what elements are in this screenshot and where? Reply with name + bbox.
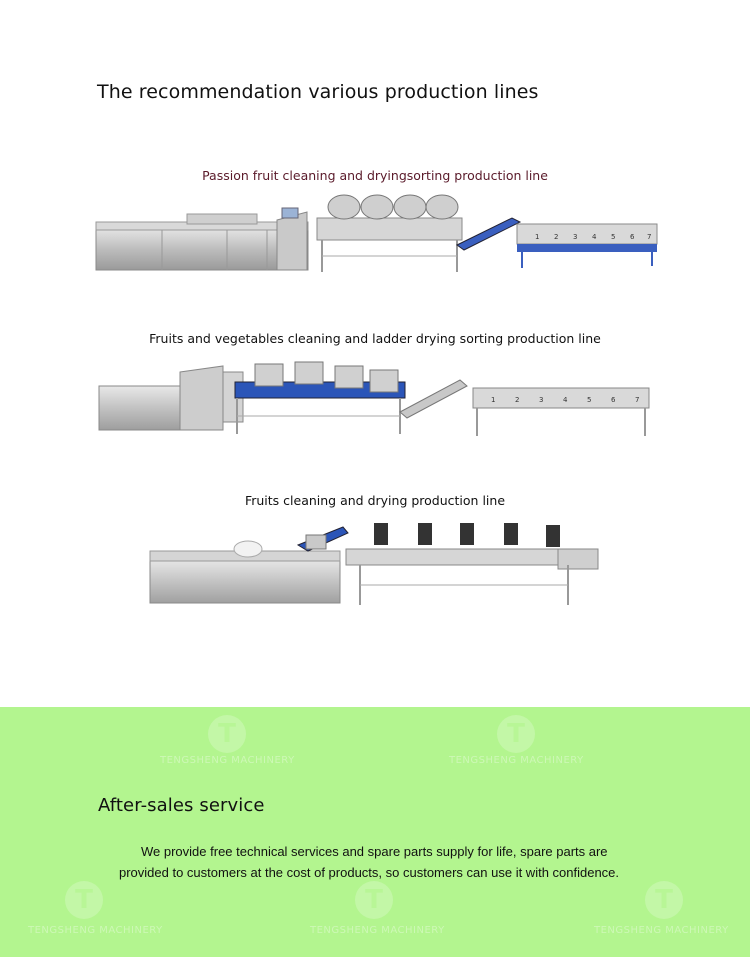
production-lines-title: The recommendation various production lines bbox=[97, 81, 539, 103]
svg-text:1: 1 bbox=[535, 233, 540, 241]
watermark-logo-icon bbox=[645, 881, 683, 919]
svg-text:4: 4 bbox=[592, 233, 597, 241]
line-1-caption: Passion fruit cleaning and dryingsorting production line bbox=[202, 168, 548, 183]
watermark-logo-icon bbox=[208, 715, 246, 753]
after-sales-text-line-1: We provide free technical services and spare parts supply for life, spare parts are bbox=[141, 844, 608, 859]
svg-text:2: 2 bbox=[554, 233, 559, 241]
passion-fruit-line-image bbox=[92, 190, 662, 282]
watermark-text: TENGSHENG MACHINERY bbox=[449, 755, 584, 766]
watermark-text: TENGSHENG MACHINERY bbox=[594, 925, 729, 936]
after-sales-text-line-2: provided to customers at the cost of products, so customers can use it with confidence. bbox=[119, 865, 620, 880]
svg-text:3: 3 bbox=[539, 396, 544, 404]
svg-text:7: 7 bbox=[635, 396, 640, 404]
svg-text:4: 4 bbox=[563, 396, 568, 404]
svg-text:3: 3 bbox=[573, 233, 578, 241]
after-sales-panel bbox=[0, 707, 750, 957]
svg-text:5: 5 bbox=[611, 233, 616, 241]
svg-text:5: 5 bbox=[587, 396, 592, 404]
watermark-logo-icon bbox=[355, 881, 393, 919]
watermark-logo-icon bbox=[497, 715, 535, 753]
svg-text:2: 2 bbox=[515, 396, 520, 404]
watermark-logo-icon bbox=[65, 881, 103, 919]
fruit-vegetable-line-image bbox=[95, 352, 655, 444]
watermark-text: TENGSHENG MACHINERY bbox=[28, 925, 163, 936]
fruit-cleaning-drying-line-image bbox=[148, 515, 603, 611]
svg-text:6: 6 bbox=[630, 233, 635, 241]
line-3-caption: Fruits cleaning and drying production line bbox=[244, 493, 506, 508]
after-sales-title: After-sales service bbox=[98, 795, 265, 816]
line-2-caption: Fruits and vegetables cleaning and ladder drying sorting production line bbox=[149, 331, 601, 346]
svg-text:6: 6 bbox=[611, 396, 616, 404]
svg-text:1: 1 bbox=[491, 396, 496, 404]
watermark-text: TENGSHENG MACHINERY bbox=[160, 755, 295, 766]
watermark-text: TENGSHENG MACHINERY bbox=[310, 925, 445, 936]
svg-text:7: 7 bbox=[647, 233, 652, 241]
